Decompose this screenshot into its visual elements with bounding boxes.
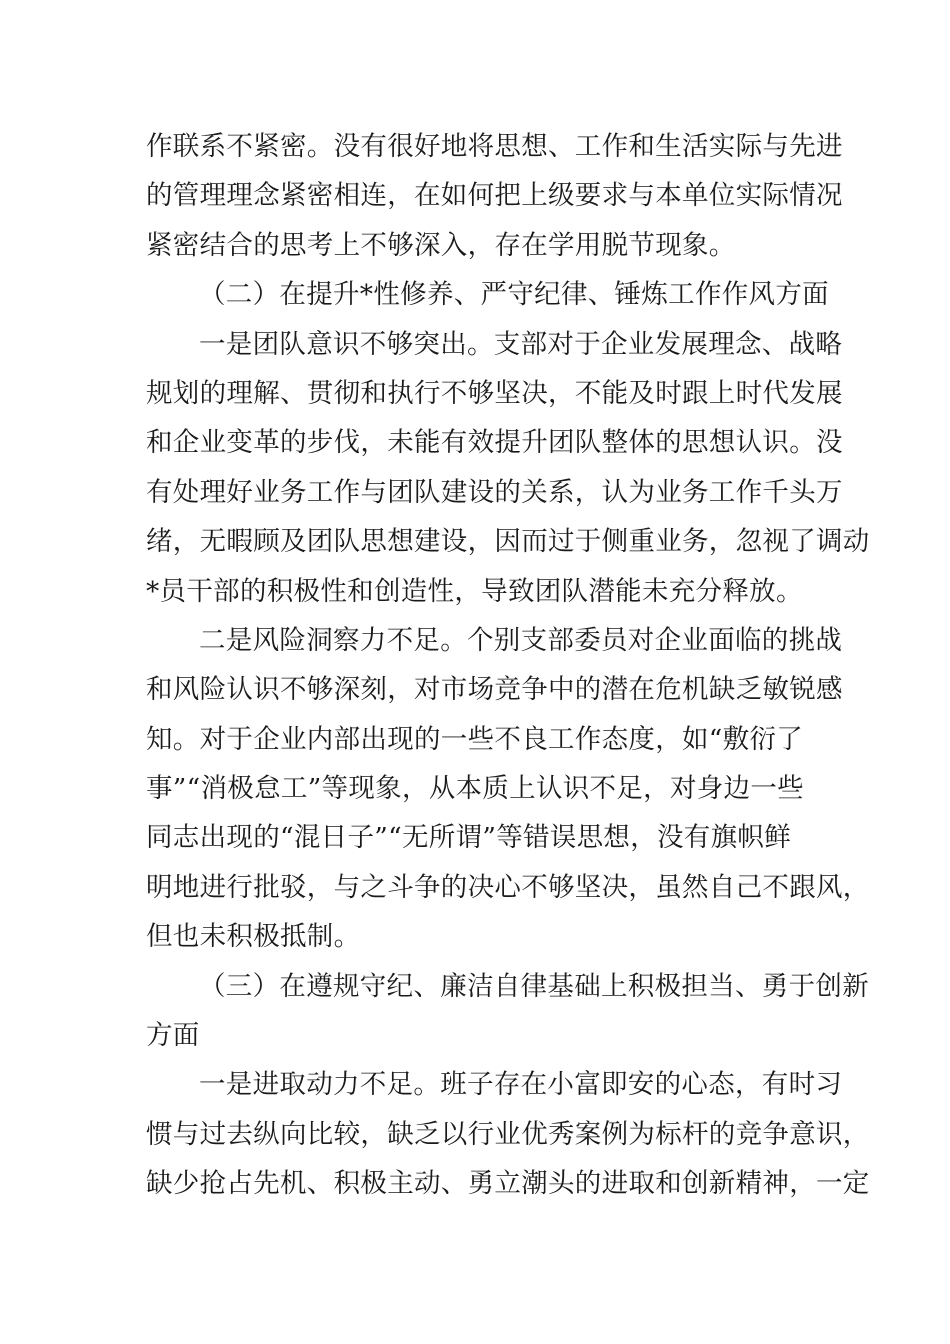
text-line: 的管理理念紧密相连，在如何把上级要求与本单位实际情况 (146, 180, 843, 212)
text-line: 和企业变革的步伐，未能有效提升团队整体的思想认识。没 (146, 427, 843, 459)
text-line: 事”“消极怠工”等现象，从本质上认识不足，对身边一些 (146, 773, 804, 805)
heading-line: （三）在遵规守纪、廉洁自律基础上积极担当、勇于创新 (199, 970, 869, 1002)
document-body (146, 122, 870, 1209)
heading-line: （二）在提升*性修养、严守纪律、锤炼工作作风方面 (199, 279, 829, 311)
text-line: *员干部的积极性和创造性，导致团队潜能未充分释放。 (146, 575, 803, 607)
text-line: 紧密结合的思考上不够深入，存在学用脱节现象。 (146, 229, 736, 261)
text-line: 同志出现的“混日子”“无所谓”等错误思想，没有旗帜鲜 (146, 822, 791, 854)
paragraph-risk-insight (146, 616, 870, 962)
text-line: 作联系不紧密。没有很好地将思想、工作和生活实际与先进 (146, 131, 843, 162)
section-heading-2 (146, 270, 829, 319)
text-line: 但也未积极抵制。 (146, 921, 361, 953)
text-line: 和风险认识不够深刻，对市场竞争中的潜在危机缺乏敏锐感 (146, 674, 843, 706)
text-line: 规划的理解、贯彻和执行不够坚决，不能及时跟上时代发展 (146, 377, 843, 409)
text-line: 一是团队意识不够突出。支部对于企业发展理念、战略 (199, 328, 843, 360)
text-line: 一是进取动力不足。班子存在小富即安的心态，有时习 (199, 1069, 843, 1101)
text-line: 二是风险洞察力不足。个别支部委员对企业面临的挑战 (199, 624, 843, 656)
text-line: 缺少抢占先机、积极主动、勇立潮头的进取和创新精神，一定 (146, 1168, 870, 1200)
section-heading-3 (146, 962, 869, 1061)
text-line: 有处理好业务工作与团队建设的关系，认为业务工作千头万 (146, 476, 843, 508)
text-line: 惯与过去纵向比较，缺乏以行业优秀案例为标杆的竞争意识， (146, 1118, 870, 1150)
text-line: 明地进行批驳，与之斗争的决心不够坚决，虽然自己不跟风， (146, 871, 870, 903)
text-line: 绪，无暇顾及团队思想建设，因而过于侧重业务，忽视了调动 (146, 526, 870, 558)
text-line: 知。对于企业内部出现的一些不良工作态度，如“敷衍了 (146, 723, 804, 755)
paragraph-continuation (146, 122, 843, 270)
paragraph-enterprising-drive (146, 1060, 870, 1208)
heading-line: 方面 (146, 1020, 200, 1052)
paragraph-team-awareness (146, 320, 870, 616)
